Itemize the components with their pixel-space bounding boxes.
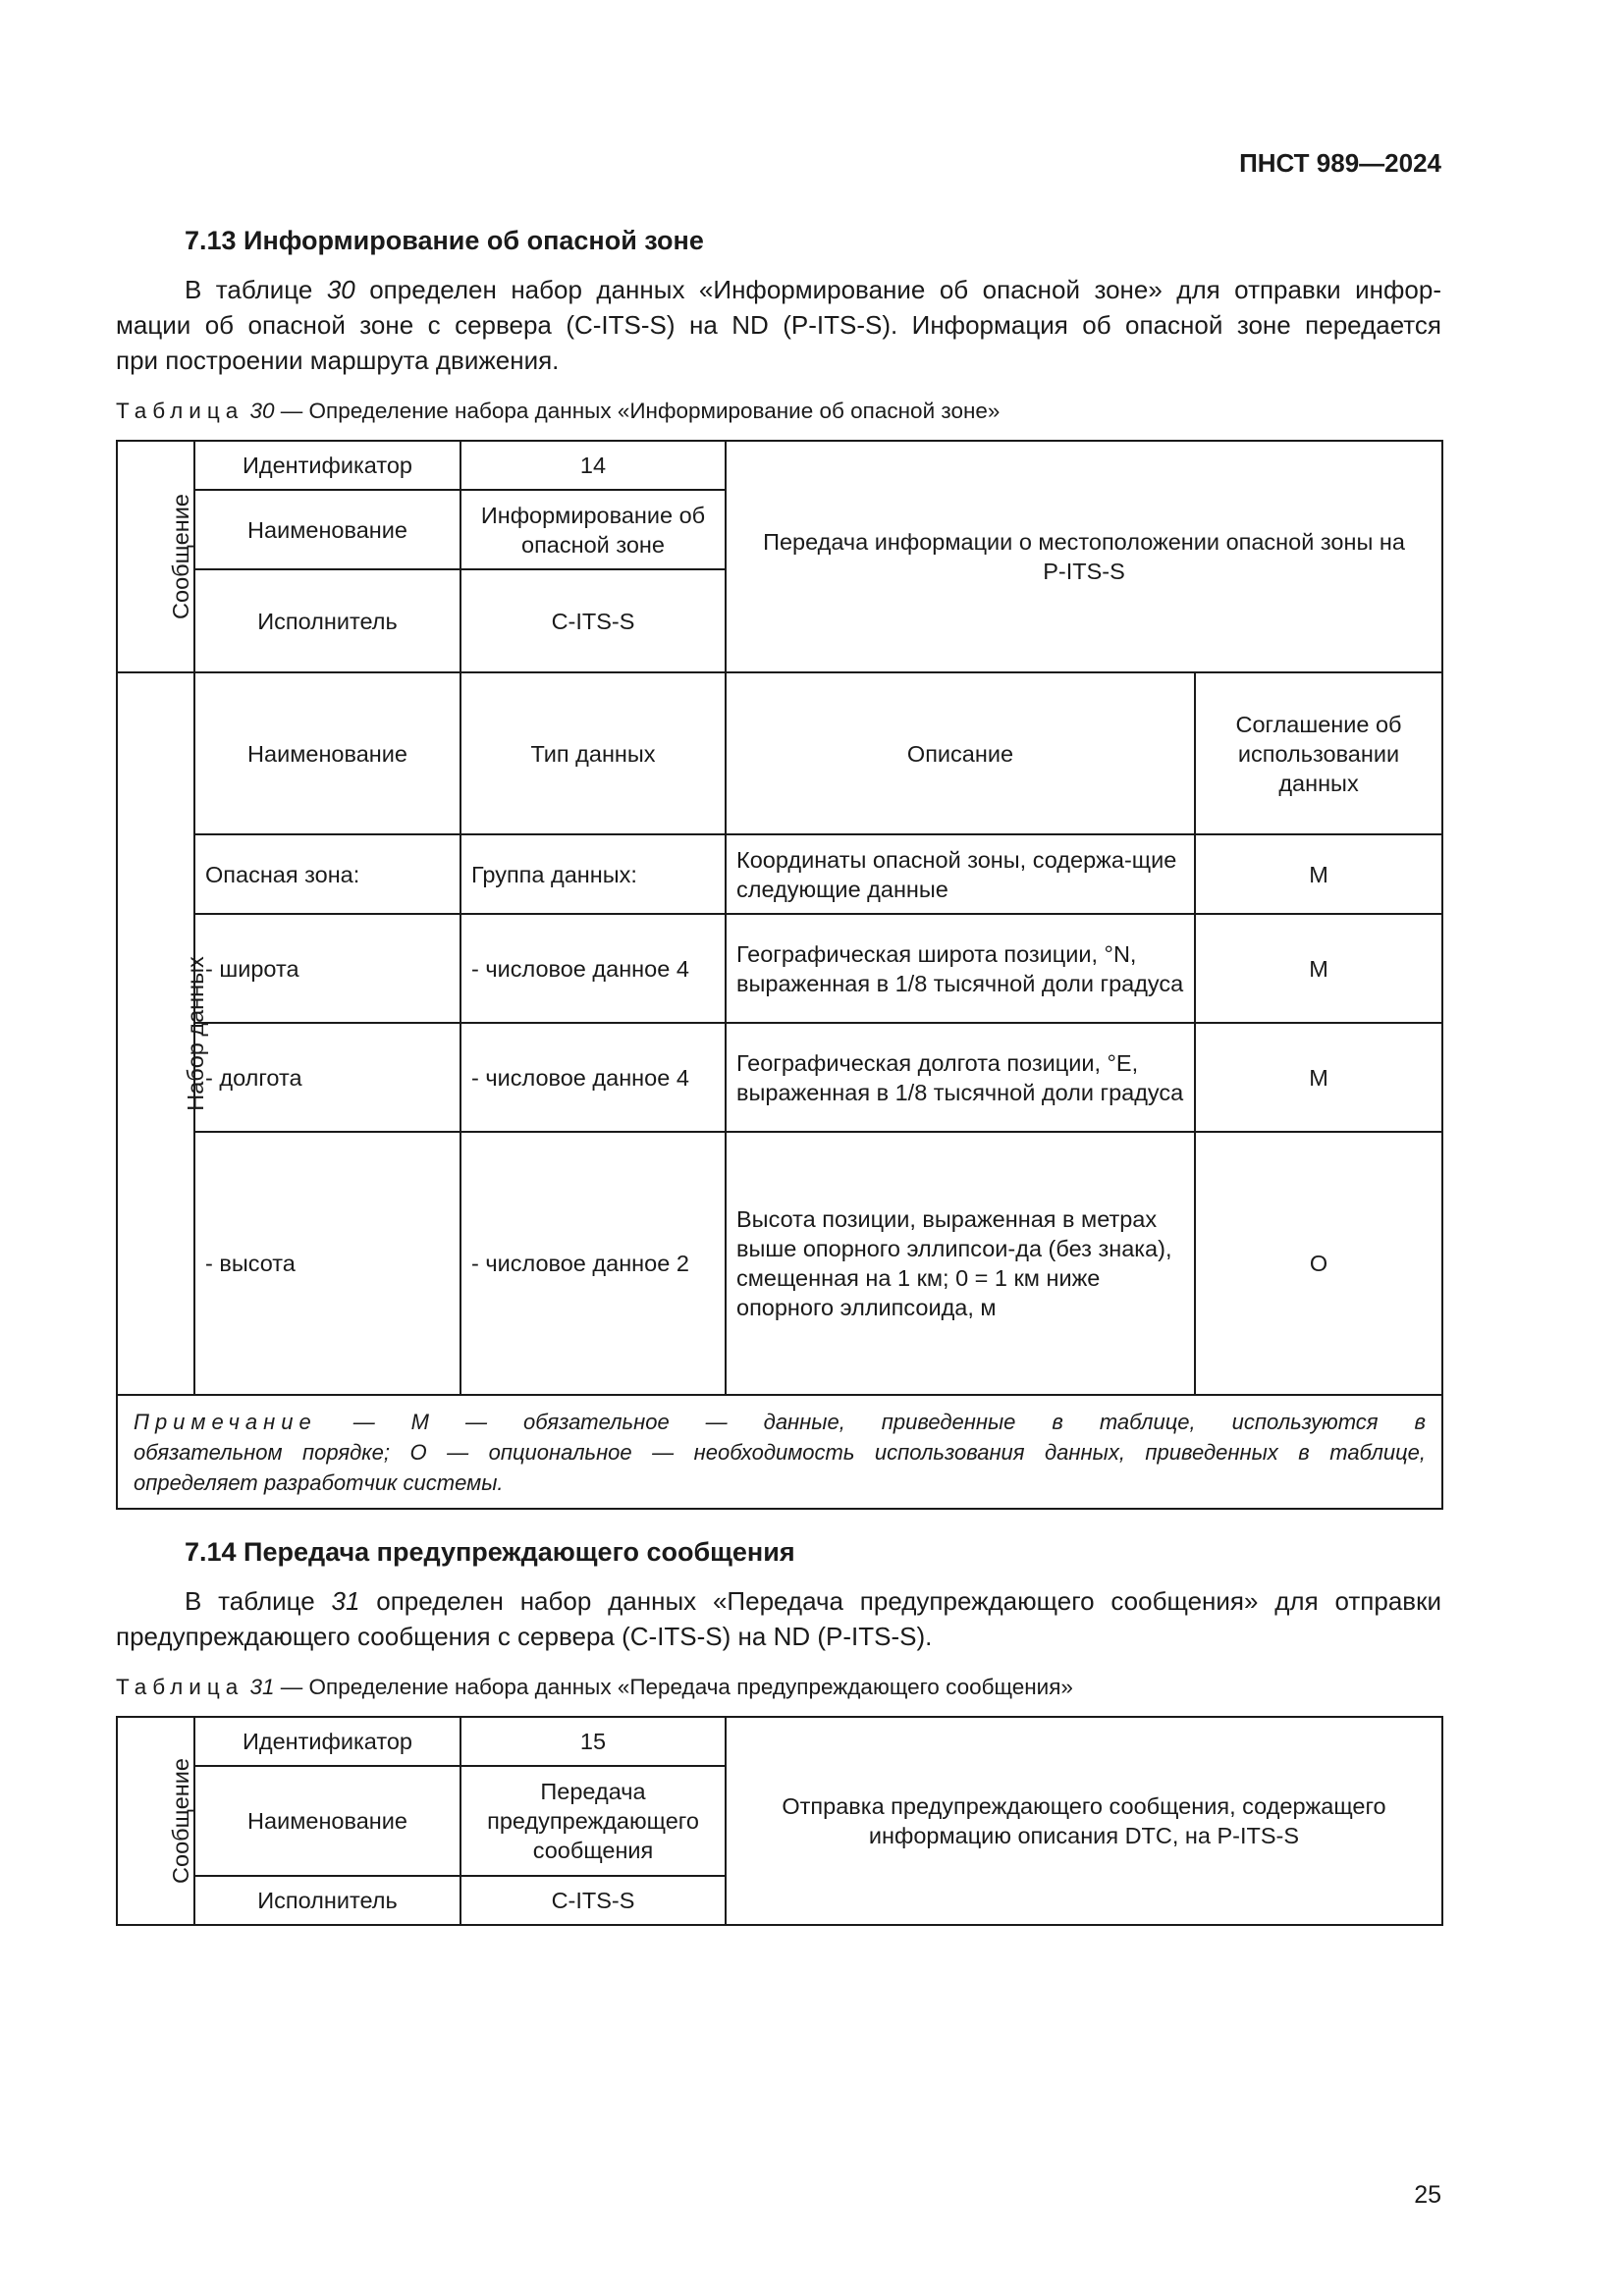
message-group-label: Сообщение bbox=[117, 1717, 194, 1925]
table-note bbox=[117, 1395, 1442, 1509]
field-usage: M bbox=[1195, 914, 1442, 1023]
id-value: 15 bbox=[460, 1717, 726, 1766]
para-text: В таблице bbox=[185, 275, 327, 304]
note-line: определяет разработчик системы. bbox=[134, 1469, 504, 1495]
table-row bbox=[117, 834, 1442, 914]
dataset-group-label: Набор данных bbox=[117, 672, 194, 1395]
name-value: Передача предупреждающего сообщения bbox=[460, 1766, 726, 1876]
field-type: - числовое данное 4 bbox=[460, 1023, 726, 1132]
table-30-caption bbox=[116, 399, 1000, 424]
para-text: В таблице bbox=[185, 1586, 332, 1616]
para-text: определен набор данных «Передача предупреждающего сообщения» для отправки bbox=[359, 1586, 1441, 1616]
caption-text: — Определение набора данных «Передача предупреждающего сообщения» bbox=[274, 1675, 1073, 1699]
field-type: - числовое данное 2 bbox=[460, 1132, 726, 1395]
id-label: Идентификатор bbox=[194, 1717, 460, 1766]
field-usage: O bbox=[1195, 1132, 1442, 1395]
para-line: мации об опасной зоне с сервера (C-ITS-S) на ND (P-ITS-S). Информация об опасной зоне передается bbox=[116, 310, 1441, 340]
field-description: Географическая широта позиции, °N, выраженная в 1/8 тысячной доли градуса bbox=[726, 914, 1195, 1023]
caption-number: 31 bbox=[249, 1675, 275, 1699]
note-word: Примечание bbox=[134, 1409, 317, 1434]
caption-text: — Определение набора данных «Информирование об опасной зоне» bbox=[274, 399, 1001, 423]
para-line: при построении маршрута движения. bbox=[116, 346, 560, 375]
section-heading-7-13: 7.13 Информирование об опасной зоне bbox=[185, 226, 704, 255]
table-ref: 30 bbox=[326, 275, 355, 304]
caption-word: Таблица bbox=[116, 399, 244, 423]
executor-label: Исполнитель bbox=[194, 1876, 460, 1925]
name-label: Наименование bbox=[194, 1766, 460, 1876]
table-31 bbox=[116, 1716, 1443, 1926]
id-label: Идентификатор bbox=[194, 441, 460, 490]
message-description: Отправка предупреждающего сообщения, содержащего информацию описания DTC, на P-ITS-S bbox=[726, 1717, 1442, 1925]
name-value: Информирование об опасной зоне bbox=[460, 490, 726, 569]
message-description: Передача информации о местоположении опасной зоны на P-ITS-S bbox=[726, 441, 1442, 672]
note-line: обязательном порядке; O — опциональное — необходимость использования данных, приведенных в таблице, bbox=[134, 1439, 1427, 1465]
caption-word: Таблица bbox=[116, 1675, 244, 1699]
column-header: Соглашение об использовании данных bbox=[1195, 672, 1442, 834]
table-30 bbox=[116, 440, 1443, 1510]
field-type: Группа данных: bbox=[460, 834, 726, 914]
field-description: Географическая долгота позиции, °E, выраженная в 1/8 тысячной доли градуса bbox=[726, 1023, 1195, 1132]
field-description: Высота позиции, выраженная в метрах выше опорного эллипсои-да (без знака), смещенная на 1 км; 0 = 1 км ниже опорного эллипсоида, м bbox=[726, 1132, 1195, 1395]
column-header: Описание bbox=[726, 672, 1195, 834]
section-heading-7-14: 7.14 Передача предупреждающего сообщения bbox=[185, 1537, 795, 1567]
field-usage: M bbox=[1195, 1023, 1442, 1132]
executor-value: C-ITS-S bbox=[460, 1876, 726, 1925]
document-id: ПНСТ 989—2024 bbox=[1239, 148, 1441, 178]
section-7-13-paragraph bbox=[116, 272, 1441, 378]
table-row bbox=[117, 914, 1442, 1023]
field-name: - высота bbox=[194, 1132, 460, 1395]
executor-value: C-ITS-S bbox=[460, 569, 726, 672]
para-text: определен набор данных «Информирование об опасной зоне» для отправки инфор- bbox=[354, 275, 1442, 304]
name-label: Наименование bbox=[194, 490, 460, 569]
field-name: - долгота bbox=[194, 1023, 460, 1132]
field-name: - широта bbox=[194, 914, 460, 1023]
id-value: 14 bbox=[460, 441, 726, 490]
message-group-label: Сообщение bbox=[117, 441, 194, 672]
table-31-caption bbox=[116, 1675, 1073, 1700]
executor-label: Исполнитель bbox=[194, 569, 460, 672]
page-number: 25 bbox=[1414, 2181, 1441, 2209]
table-row bbox=[117, 1132, 1442, 1395]
table-ref: 31 bbox=[331, 1586, 360, 1616]
note-text: — M — обязательное — данные, приведенные в таблице, используются в bbox=[316, 1409, 1427, 1434]
field-name: Опасная зона: bbox=[194, 834, 460, 914]
table-row bbox=[117, 1023, 1442, 1132]
column-header: Наименование bbox=[194, 672, 460, 834]
column-header: Тип данных bbox=[460, 672, 726, 834]
field-type: - числовое данное 4 bbox=[460, 914, 726, 1023]
field-usage: M bbox=[1195, 834, 1442, 914]
para-line: предупреждающего сообщения с сервера (C-ITS-S) на ND (P-ITS-S). bbox=[116, 1622, 933, 1651]
field-description: Координаты опасной зоны, содержа-щие следующие данные bbox=[726, 834, 1195, 914]
caption-number: 30 bbox=[249, 399, 275, 423]
section-7-14-paragraph bbox=[116, 1583, 1441, 1654]
